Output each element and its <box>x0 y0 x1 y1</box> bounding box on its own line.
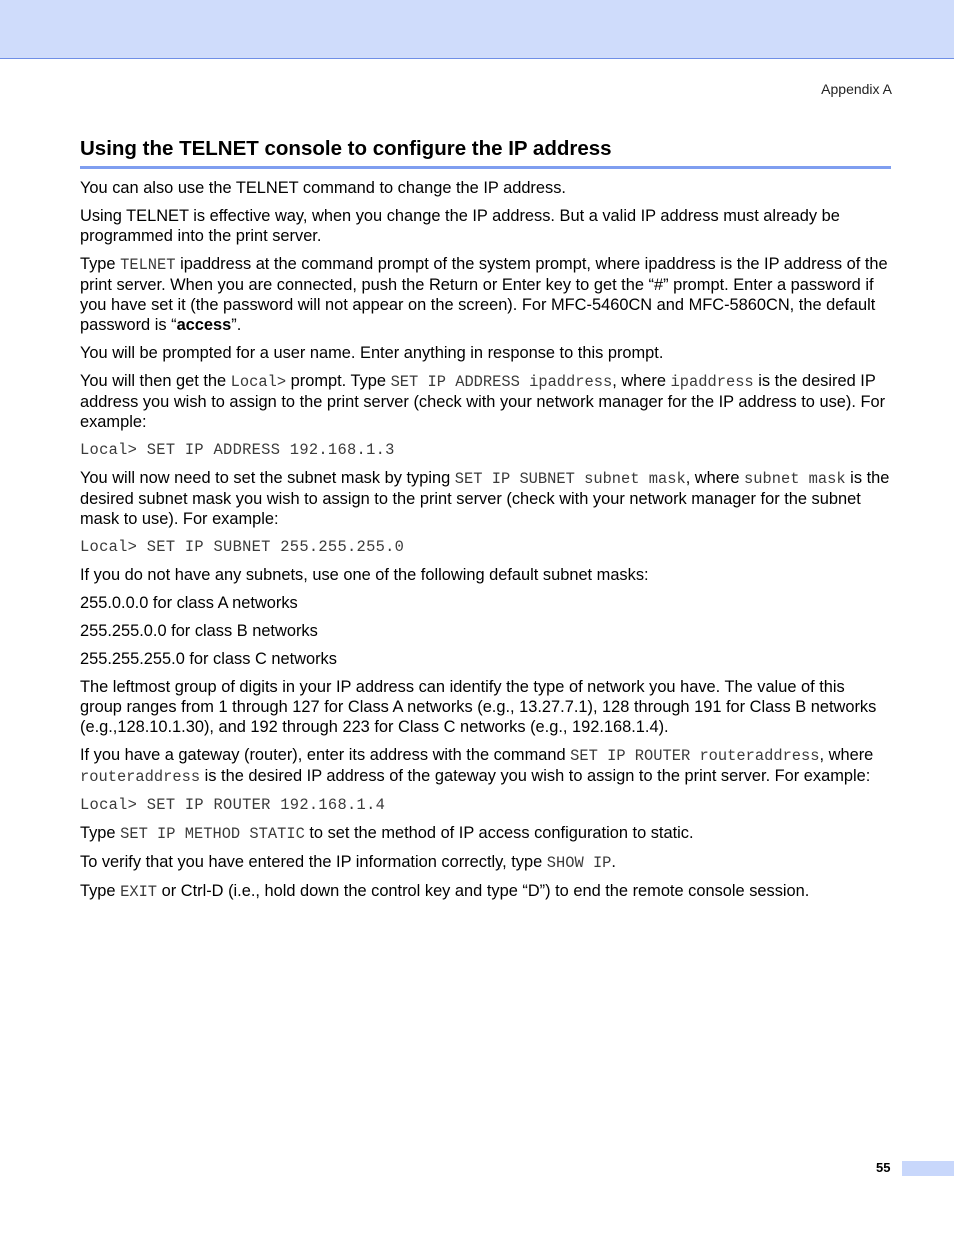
paragraph <box>80 852 891 873</box>
text-run: Type <box>80 255 121 273</box>
inline-code: Local> <box>230 373 287 391</box>
paragraph: If you do not have any subnets, use one of the following default subnet masks: <box>80 566 649 584</box>
inline-code: SET IP ADDRESS ipaddress <box>390 373 613 391</box>
paragraph <box>80 468 891 529</box>
inline-code: TELNET <box>120 256 176 274</box>
paragraph: You can also use the TELNET command to change the IP address. <box>80 179 566 197</box>
text-run: You will then get the <box>80 372 231 390</box>
inline-code: EXIT <box>120 883 158 901</box>
paragraph: The leftmost group of digits in your IP address can identify the type of network you have. The value of this group ranges from 1 through 127 for Class A networks (e.g., 13.27.7.1), 128 through 191 for Class B networks (e.g.,128.10.1.30), and 192 through 223 for Class C networks (e.g., 192.168.1.4). <box>80 678 877 736</box>
text-run: Type <box>80 882 121 900</box>
paragraph: You will be prompted for a user name. Enter anything in response to this prompt. <box>80 344 664 362</box>
inline-code: SET IP ROUTER routeraddress <box>570 747 820 765</box>
text-run: is the desired IP address you wish to assign to the print server (check with your network manager for the IP address to use). For example: <box>80 372 886 431</box>
paragraph <box>80 745 891 787</box>
running-head: Appendix A <box>821 81 892 97</box>
inline-code: subnet mask <box>744 470 846 488</box>
code-example: Local> SET IP ROUTER 192.168.1.4 <box>80 796 386 814</box>
body-text <box>80 178 891 910</box>
text-run: To verify that you have entered the IP information correctly, type <box>80 853 547 871</box>
text-run: ipaddress at the command prompt of the system prompt, where ipaddress is the IP address of the print server. When you are connected, push the Return or Enter key to get the “#” prompt. Enter a password if you have set it (the password will not appear on the screen). For MFC-5460CN and MFC-5860CN, the default password is “ <box>80 255 888 334</box>
text-run: , where <box>612 372 671 390</box>
text-run: prompt. Type <box>286 372 391 390</box>
inline-code: routeraddress <box>80 768 201 786</box>
paragraph <box>80 881 891 902</box>
text-run: . <box>611 853 616 871</box>
mask-item: 255.0.0.0 for class A networks <box>80 594 298 612</box>
inline-code: SET IP SUBNET subnet mask <box>454 470 686 488</box>
text-run: If you have a gateway (router), enter its address with the command <box>80 746 571 764</box>
text-run: ”. <box>231 316 242 334</box>
inline-code: SET IP METHOD STATIC <box>120 825 305 843</box>
code-example: Local> SET IP SUBNET 255.255.255.0 <box>80 538 405 556</box>
paragraph <box>80 823 891 844</box>
paragraph: Using TELNET is effective way, when you change the IP address. But a valid IP address must already be programmed into the print server. <box>80 207 840 245</box>
paragraph <box>80 371 891 432</box>
text-run: You will now need to set the subnet mask by typing <box>80 469 455 487</box>
inline-code: SHOW IP <box>546 854 612 872</box>
text-run: or Ctrl-D (i.e., hold down the control key and type “D”) to end the remote console session. <box>157 882 810 900</box>
text-run: is the desired IP address of the gateway you wish to assign to the print server. For example: <box>200 767 871 785</box>
text-run: , where <box>819 746 874 764</box>
paragraph <box>80 254 891 335</box>
code-example: Local> SET IP ADDRESS 192.168.1.3 <box>80 441 395 459</box>
header-band <box>0 0 954 59</box>
inline-code: ipaddress <box>670 373 754 391</box>
text-run: to set the method of IP access configuration to static. <box>304 824 694 842</box>
mask-item: 255.255.255.0 for class C networks <box>80 650 337 668</box>
text-run: , where <box>685 469 745 487</box>
section-title: Using the TELNET console to configure the IP address <box>80 136 891 169</box>
default-password: access <box>176 316 232 334</box>
text-run: Type <box>80 824 121 842</box>
page-number: 55 <box>876 1160 891 1175</box>
mask-item: 255.255.0.0 for class B networks <box>80 622 318 640</box>
text-run: is the desired subnet mask you wish to assign to the print server (check with your network manager for the subnet mask to use). For example: <box>80 469 890 528</box>
page-tab-marker <box>902 1161 954 1176</box>
